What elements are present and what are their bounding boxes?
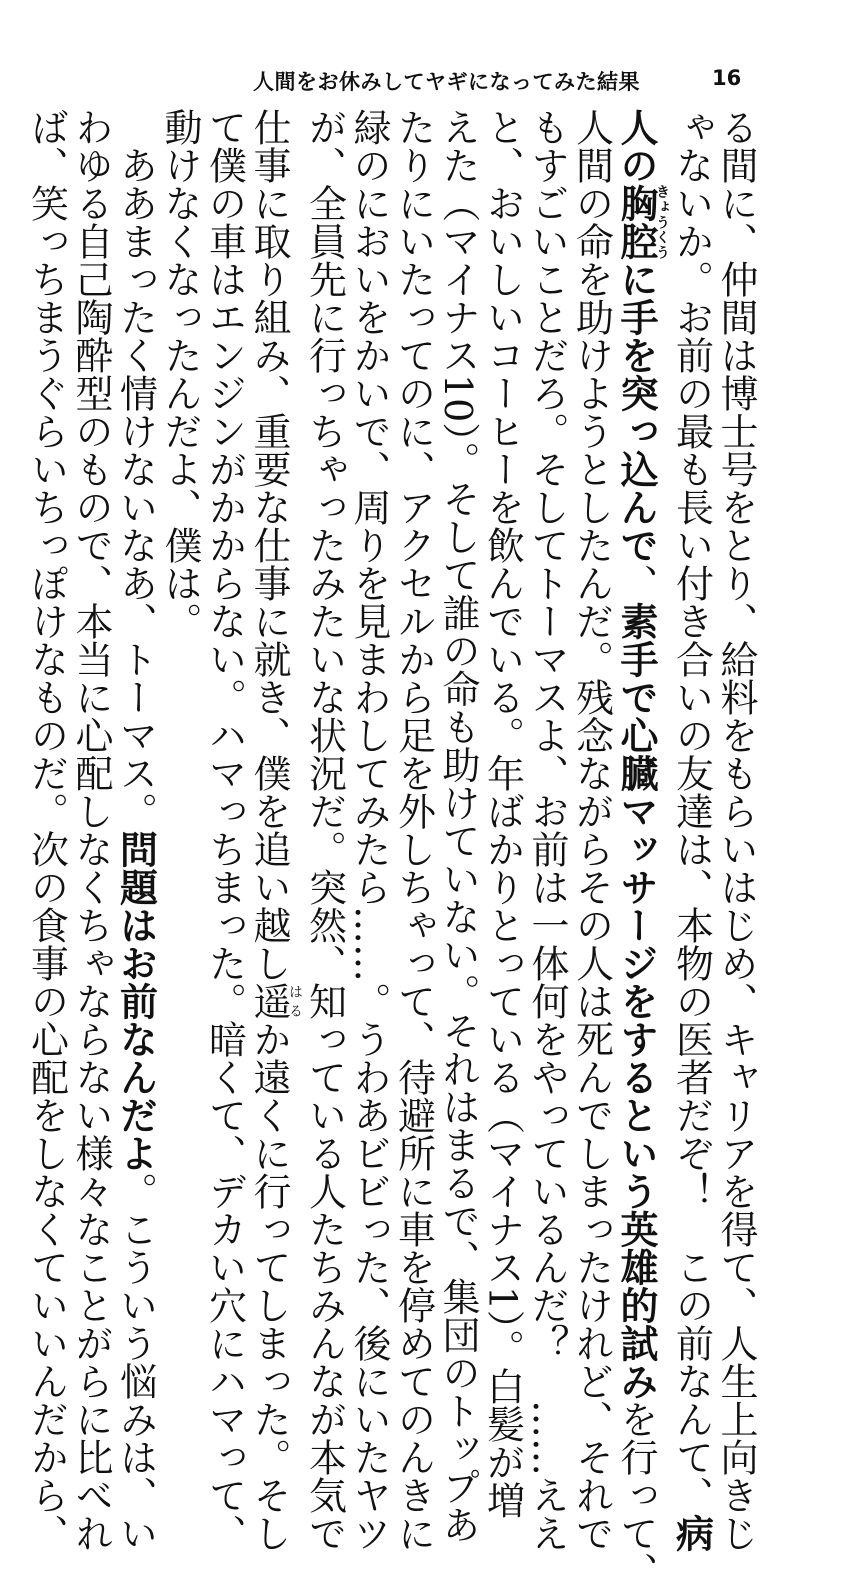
text-line-11: 仕事に取り組み、重要な仕事に就き、僕を追い越し遥はるか遠くに行ってしまった。そし <box>247 108 303 1552</box>
text-line-6: と、おいしいコーヒーを飲んでいる。年ばかりとっている（マイナス1）。白髪が増 <box>480 108 525 1520</box>
running-head-title: 人間をお休みしてヤギになってみた結果 <box>253 70 640 94</box>
text-line-3: 人の胸腔きょうくうに手を突っ込んで、素手で心臓マッサージをするという英雄的試みを行って、 <box>614 108 670 1590</box>
text-line-8: たりにいたってのに、アクセルから足を外しちゃって、待避所に車を停めてのんきに <box>391 108 436 1552</box>
text-line-9: 緑のにおいをかいで、周りを見まわしてみたら……。うわあビビった、後にいたヤツ <box>347 108 391 1552</box>
text-line-3-bold-a: 人の胸腔きょうくうに手を突っ込んで <box>614 108 670 564</box>
text-line-14: ああまったく情けないなあ、トーマス。問題はお前なんだよ。こういう悩みは、い <box>113 146 158 1552</box>
ruby-haruka: 遥はる <box>247 982 303 1020</box>
text-line-2-a: ゃないか。お前の最も長い付き合いの友達は、本物の医者だぞ！ この前なんて、 <box>669 108 714 1514</box>
text-line-10: が、全員先に行っちゃったみたいな状況だ。突然、知っている人たちみんなが本気で <box>302 108 347 1552</box>
text-line-5: もすごいことだろ。そしてトーマスよ、お前は一体何をやっているんだ？ ……ええ <box>525 108 569 1552</box>
text-line-1: る間に、仲間は博士号をとり、給料をもらいはじめ、キャリアを得て、人生上向きじ <box>714 108 758 1552</box>
text-line-15: わゆる自己陶酔型のもので、本当に心配しなくちゃならない様々なことがらに比べれ <box>69 108 113 1552</box>
text-line-7: えた（マイナス10）。そして誰の命も助けていない。それはまるで、集団のトップあ <box>436 108 480 1544</box>
text-line-2-bold: 病 <box>669 1514 714 1552</box>
page-number: 16 <box>712 66 742 90</box>
text-line-12: て僕の車はエンジンがかからない。ハマっちまった。暗くて、デカい穴にハマって、 <box>202 108 247 1552</box>
text-line-14-bold: 問題はお前なんだよ <box>113 830 158 1172</box>
text-line-4: 人間の命を助けようとしたんだ。残念ながらその人は死んでしまったけれど、それで <box>569 108 614 1552</box>
body-text <box>24 108 758 1590</box>
text-line-3-bold-b: 素手で心臓マッサージをするという英雄的試み <box>614 602 658 1400</box>
text-line-13: 動けなくなったんだよ、僕は。 <box>158 108 202 640</box>
text-line-16: ば、笑っちまうぐらいちっぽけなものだ。次の食事の心配をしなくていいんだから、 <box>24 108 69 1552</box>
ruby-kyokuu: 胸腔きょうくう <box>614 184 670 260</box>
text-line-2 <box>669 108 714 1552</box>
